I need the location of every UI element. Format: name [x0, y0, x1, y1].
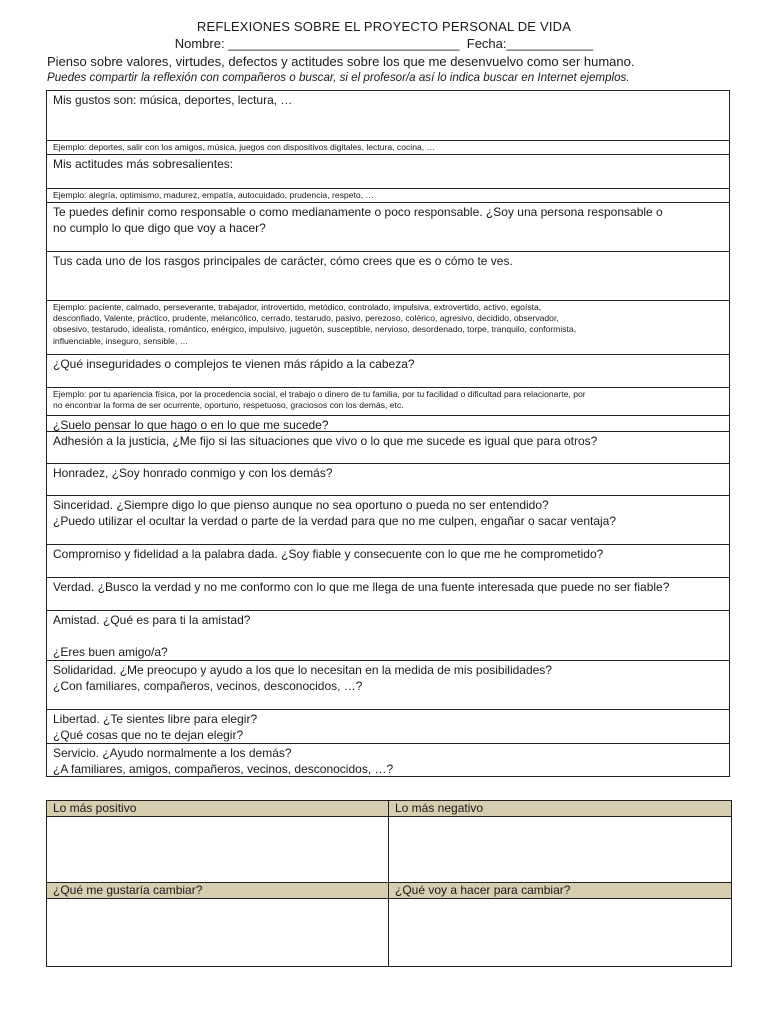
change-wish-answer-box[interactable]	[47, 899, 389, 966]
table-row[interactable]: Sinceridad. ¿Siempre digo lo que pienso aunque no sea oportuno o pueda no ser entendido? ¿Puedo utilizar el ocultar la verdad o parte de la verdad para que no me culpen, engañar o sacar ventaja?	[47, 496, 729, 545]
example-row: Ejemplo: paciente, calmado, perseverante, trabajador, introvertido, metódico, controlado, impulsiva, extrovertido, activo, egoísta, desconfiado, Valente, práctico, prudente, melancólico, cerrado, testarudo, pasivo, perezoso, colérico, agresivo, decidido, observador, obsesivo, testarudo, idealista, romántico, enérgico, impulsivo, juguetón, susceptible, nervioso, desordenado, torpe, tranquilo, conformista, influenciable, inseguro, sensible, …	[47, 301, 729, 355]
table-row[interactable]: ¿Qué inseguridades o complejos te vienen más rápido a la cabeza?	[47, 355, 729, 388]
table-row[interactable]: Mis gustos son: música, deportes, lectura, …	[47, 91, 729, 141]
table-row[interactable]: Amistad. ¿Qué es para ti la amistad? ¿Eres buen amigo/a?	[47, 611, 729, 661]
table-row[interactable]: Adhesión a la justicia, ¿Me fijo si las situaciones que vivo o lo que me sucede es igual que para otros?	[47, 432, 729, 464]
page-title: REFLEXIONES SOBRE EL PROYECTO PERSONAL DE VIDA	[196, 19, 572, 34]
summary-table	[46, 800, 732, 967]
example-row: Ejemplo: por tu apariencia física, por la procedencia social, el trabajo o dinero de tu familia, por tu facilidad o dificultad para relacionarte, por no encontrar la forma de ser ocurrente, oportuno, respetuoso, graciosos con los demás, etc.	[47, 388, 729, 416]
table-row[interactable]: Te puedes definir como responsable o como medianamente o poco responsable. ¿Soy una persona responsable o no cumplo lo que digo que voy a hacer?	[47, 203, 729, 252]
intro-text: Pienso sobre valores, virtudes, defectos y actitudes sobre los que me desenvuelvo como ser humano.	[47, 54, 635, 69]
negative-header: Lo más negativo	[389, 801, 731, 817]
example-row: Ejemplo: alegría, optimismo, madurez, empatía, autocuidado, prudencia, respeto, …	[47, 189, 729, 203]
table-row[interactable]: Solidaridad. ¿Me preocupo y ayudo a los que lo necesitan en la medida de mis posibilidades? ¿Con familiares, compañeros, vecinos, desconocidos, …?	[47, 661, 729, 710]
instruction-text: Puedes compartir la reflexión con compañeros o buscar, si el profesor/a así lo indica buscar en Internet ejemplos.	[47, 71, 630, 84]
change-plan-answer-box[interactable]	[389, 899, 731, 966]
table-row[interactable]: Tus cada uno de los rasgos principales de carácter, cómo crees que es o cómo te ves.	[47, 252, 729, 301]
table-row[interactable]: ¿Suelo pensar lo que hago o en lo que me sucede?	[47, 416, 729, 432]
table-row[interactable]: Verdad. ¿Busco la verdad y no me conformo con lo que me llega de una fuente interesada que puede no ser fiable?	[47, 578, 729, 611]
example-row: Ejemplo: deportes, salir con los amigos, música, juegos con dispositivos digitales, lectura, cocina, …	[47, 141, 729, 155]
table-row[interactable]: Compromiso y fidelidad a la palabra dada. ¿Soy fiable y consecuente con lo que me he comprometido?	[47, 545, 729, 578]
positive-header: Lo más positivo	[47, 801, 389, 817]
positive-answer-box[interactable]	[47, 817, 389, 883]
negative-answer-box[interactable]	[389, 817, 731, 883]
reflection-table	[46, 90, 730, 777]
change-plan-header: ¿Qué voy a hacer para cambiar?	[389, 883, 731, 899]
table-row[interactable]: Servicio. ¿Ayudo normalmente a los demás? ¿A familiares, amigos, compañeros, vecinos, desconocidos, …?	[53, 746, 394, 776]
table-row[interactable]: Mis actitudes más sobresalientes:	[47, 155, 729, 189]
change-wish-header: ¿Qué me gustaría cambiar?	[47, 883, 389, 899]
table-row[interactable]: Honradez, ¿Soy honrado conmigo y con los demás?	[47, 464, 729, 496]
name-date-line: Nombre: ________________________________ Fecha:____________	[174, 36, 594, 51]
table-row[interactable]: Libertad. ¿Te sientes libre para elegir? ¿Qué cosas que no te dejan elegir?	[47, 710, 729, 744]
